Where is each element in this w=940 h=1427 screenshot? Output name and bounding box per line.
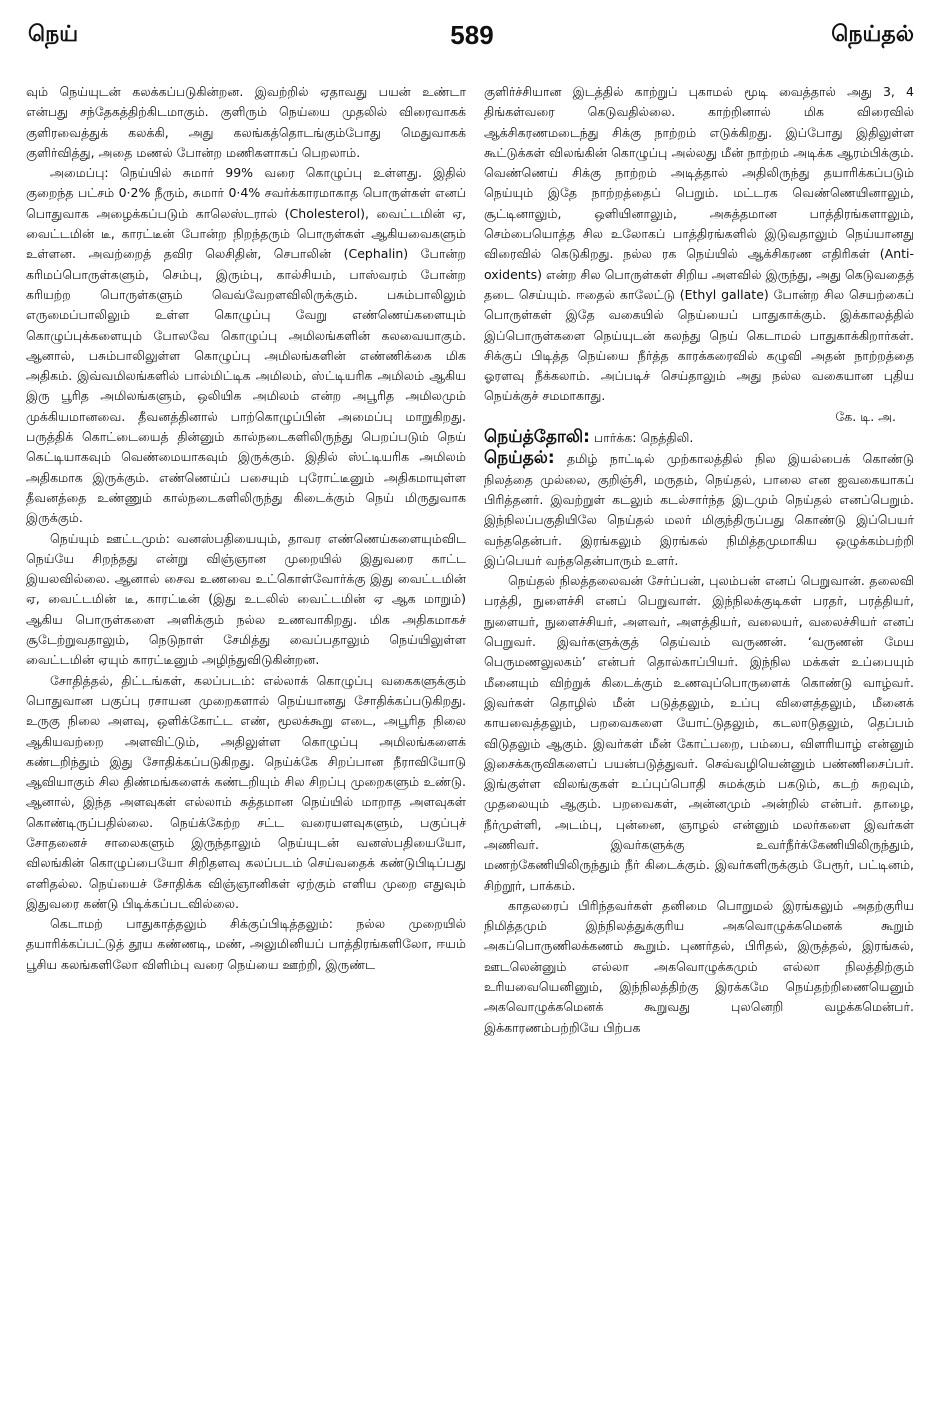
running-head-left: நெய் (28, 22, 79, 47)
paragraph-akam: காதலரைப் பிரிந்தவர்கள் தனிமை பொறுமல் இரங்கலும் அதற்குரிய நிமித்தமும் இந்நிலத்துக்குரிய அகவொழுக்கமெனக் கூறும் அகப்பொருணிலக்கணம் கூறும். புணர்தல், பிரிதல், இருத்தல், இரங்கல், ஊடலென்னும் எல்லா அகவொழுக்கமும் எல்லா நிலத்திற்கும் உரியவையெனினும், இந்நிலத்திற்கு இரக்கமே நெய்தற்றிணையெனும் அகவொழுக்கமெனக் கூறுவது புலனெறி வழக்கமென்பர். இக்காரணம்பற்றியே பிற்பக (484, 897, 914, 1035)
paragraph-people: நெய்தல் நிலத்தலைவன் சேர்ப்பன், புலம்பன் எனப் பெறுவான். தலைவி பரத்தி, நுளைச்சி எனப் பெறுவாள். இந்நிலக்குடிகள் பரதர், பரத்தியர், நுளையர், நுளைச்சியர், அளவர், அளத்தியர், வலையர், வலைச்சியர் எனப் பெறுவர். இவர்களுக்குத் தெய்வம் வருணன். ‘வருணன் மேய பெருமணலுலகம்’ என்பர் தொல்காப்பியர். இந்நில மக்கள் உப்பையும் மீனையும் விற்றுக் கிடைக்கும் உணவுப்பொருளைக் கொண்டு வாழ்வர். இவர்கள் தொழில் மீன் படுத்தலும், உப்பு விளைத்தலும், மீனைக் காயவைத்தலும், பறவைகளை யோட்டுதலும், கடலாடுதலும், தெப்பம் விடுதலும் ஆகும். இவர்கள் மீன் கோட்பறை, பம்பை, விளரியாழ் என்னும் இசைக்கருவிகளைப் பயன்படுத்துவர். செவ்வழியென்னும் பண்ணிசைப்பர். இங்குள்ள விலங்குகள் உப்புப்பொதி சுமக்கும் பகடும், கடற் சுறவும், முதலையும் ஆகும். பறவைகள், அன்னமும் அன்றில் என்பர். தாழை, நீர்முள்ளி, அடம்பு, புன்னை, ஞாழல் என்னும் மலர்களை இவர்கள் அணிவர். இவர்களுக்கு உவர்நீர்க்கேணியிலிருந்தும், மணற்கேணியிலிருந்தும் நீர் கிடைக்கும். இவர்களிருக்கும் பேரூர், பட்டினம், சிற்றூர், பாக்கம். (484, 573, 914, 893)
paragraph-continuation: வும் நெய்யுடன் கலக்கப்படுகின்றன. இவற்றில் ஏதாவது பயன் உண்டா என்பது சந்தேகத்திற்கிடமாகும். குளிரும் நெய்யை முதலில் விரைவாகக் குளிரவைத்துக் கலக்கி, அது கலங்கத்தொடங்கும்போது மெதுவாகக் குளிர்வித்து, அதை மணல் போன்ற மணிகளாகப் பெறலாம். (26, 84, 466, 160)
page-header (26, 14, 918, 62)
paragraph-nutrition: நெய்யும் ஊட்டமும்: வனஸ்பதியையும், தாவர எண்ணெய்களையும்விட நெய்யே சிறந்தது என்று விஞ்ஞான முறையில் இதுவரை காட்ட இயலவில்லை. ஆனால் சைவ உணவை உட்கொள்வோர்க்கு இது வைட்டமின் ஏ, வைட்டமின் டீ, காரட்டீன் (இது உடலில் வைட்டமின் ஏ ஆக மாறும்) ஆகிய பொருள்களை அளிக்கும் நல்ல உணவாகிறது. மிக அதிகமாகச் சூடேற்றுவதாலும், நெடுநாள் சேமித்து வைப்பதாலும் நெய்யிலுள்ள வைட்டமின் ஏயும் காரட்டீனும் அழிந்துவிடுகின்றன. (26, 530, 466, 668)
paragraph-testing: சோதித்தல், திட்டங்கள், கலப்படம்: எல்லாக் கொழுப்பு வகைகளுக்கும் பொதுவான பகுப்பு ரசாயன முறைகளால் நெய்யானது சோதிக்கப்படுகிறது. உருகு நிலை அளவு, ஒளிக்கோட்ட எண், மூலக்கூறு எடை, அபூரித நிலை ஆகியவற்றை அளவிட்டும், அதிலுள்ள கொழுப்பு அமிலங்களைக் கண்டறிந்தும் இது சோதிக்கப்படுகிறது. நெய்க்கே சிறப்பான நீராவியோடு ஆவியாகும் சில திண்மங்களைக் கண்டறியும் சில சிறப்பு முறைகளும் உண்டு. ஆனால், இந்த அளவுகள் எல்லாம் சுத்தமான நெய்யில் மாறாத அளவுகள் கொண்டிருப்பதில்லை. நெய்க்கேற்ற சட்ட வரையளவுகளும், பகுப்புச் சோதனைச் சாலைகளும் இருந்தாலும் நெய்யுடன் வனஸ்பதியையோ, விலங்கின் கொழுப்பையோ சிறிதளவு கலப்படம் செய்வதைக் கண்டுபிடிப்பது எளிதல்ல. நெய்யைச் சோதிக்க விஞ்ஞானிகள் ஏற்கும் எளிய முறை எதுவும் இதுவரை கண்டு பிடிக்கப்படவில்லை. (26, 672, 466, 911)
paragraph-rancidity: குளிர்ச்சியான இடத்தில் காற்றுப் புகாமல் மூடி வைத்தால் அது 3, 4 திங்கள்வரை கெடுவதில்லை. காற்றினால் மிக விரைவில் ஆக்சிகரணமடைந்து சிக்கு நாற்றம் எடுக்கிறது. இப்போது இதிலுள்ள கூட்டுக்கள் விலங்கின் கொழுப்பு அல்லது மீன் நாற்றம் அடிக்க ஆரம்பிக்கும். வெண்ணெய் சிக்கு நாற்றம் அடித்தால் அதிலிருந்து தயாரிக்கப்படும் நெய்யும் இதே நாற்றத்தைப் பெறும். மட்டரக வெண்ணெயினாலும், சூட்டினாலும், ஒளியினாலும், அசுத்தமான பாத்திரங்களாலும், செம்பையொத்த சில உலோகப் பாத்திரங்களில் இடுவதாலும் நெய்யானது விரைவில் கெடுகிறது. நல்ல ரக நெய்யில் ஆக்சிகரண எதிரிகள் (Anti-oxidents) என்ற சில பொருள்கள் சிறிய அளவில் இருந்து, அது கெடுவதைத் தடை செய்யும். ஈதைல் காலேட்டு (Ethyl gallate) போன்ற சில செயற்கைப் பொருள்கள் இதே வகையில் நெய்யைப் பாதுகாக்கும். இக்காலத்தில் இப்பொருள்களை நெய்யுடன் கலந்து நெய் கெடாமல் பாதுகாக்கிறார்கள். சிக்குப் பிடித்த நெய்யை நீர்த்த காரக்கரைவில் கழுவி அதன் நாற்றத்தை ஓரளவு நீக்கலாம். அப்படிச் செய்தாலும் அது நல்ல வகையான புதிய நெய்க்குச் சமமாகாது. (484, 84, 914, 404)
right-column (484, 82, 914, 1409)
entry-text: தமிழ் நாட்டில் முற்காலத்தில் நில இயல்பைக் கொண்டு நிலத்தை முல்லை, குறிஞ்சி, மருதம், நெய்தல், பாலை என ஐவகையாகப் பிரித்தனர். இவற்றுள் கடலும் கடல்சார்ந்த இடமும் நெய்தல் எனப்பெறும். இந்நிலப்பகுதியிலே நெய்தல் மலர் மிகுந்திருப்பது கொண்டு இப்பெயர் வந்ததென்பர். இரங்கலும் இரங்கல் நிமித்தமுமாகிய ஒழுக்கம்பற்றி இப்பெயர் வந்ததென்பாரும் உளர். (484, 451, 914, 568)
entry-term: நெய்தல்: (484, 448, 555, 469)
left-column (26, 82, 466, 1409)
author-signature: கே. டி. அ. (835, 408, 896, 424)
page-number: 589 (450, 20, 494, 50)
entry-term: நெய்த்தோலி: (484, 427, 590, 448)
entry-neythal (484, 448, 914, 571)
entry-cross-reference: பார்க்க: நெத்திலி. (593, 430, 694, 446)
entry-neythoil (484, 427, 914, 448)
paragraph-composition: அமைப்பு: நெய்யில் சுமார் 99% வரை கொழுப்பு உள்ளது. இதில் குறைந்த பட்சம் 0·2% நீரும், சுமார் 0·4% சவர்க்காரமாகாத பொருள்கள் எனப் பொதுவாக அழைக்கப்படும் காலெஸ்டரால் (Cholesterol), வைட்டமின் ஏ, வைட்டமின் டீ, காரட்டீன் போன்ற நிறந்தரும் பொருள்கள் ஆகியவைகளும் உள்ளன. அவற்றைத் தவிர லெசிதின், செபாலின் (Cephalin) போன்ற கரிமப்பொருள்களும், செம்பு, இரும்பு, கால்சியம், பாஸ்வரம் போன்ற கரியற்ற பொருள்களும் வெவ்வேறளவிலிருக்கும். பசும்பாலிலும் எருமைப்பாலிலும் உள்ள கொழுப்பு வேறு எண்ணெய்களையும் கொழுப்புக்களையும் போலவே கொழுப்பு அமிலங்களின் கலவையாகும். ஆனால், பசும்பாலிலுள்ள கொழுப்பு அமிலங்களின் எண்ணிக்கை மிக அதிகம். இவ்வமிலங்களில் பால்மிட்டிக அமிலம், ஸ்ட்டியரிக அமிலம் ஆகிய இரு பூரித அமிலங்களும், ஒலியிக அமிலம் என்ற அபூரித அமிலமும் முக்கியமானவை. தீவனத்தினால் பாற்கொழுப்பின் அமைப்பு மாறுகிறது. பருத்திக் கொட்டையைத் தின்னும் கால்நடைகளிலிருந்து பெறப்படும் நெய் கெட்டியாகவும் வெண்மையாகவும் இருக்கும். இதில் ஸ்ட்டியரிக அமிலம் அதிகமாக இருக்கும். எண்ணெய்ப் பசையும் புரோட்டீனும் அதிகமாயுள்ள தீவனத்தை உண்ணும் கால்நடைகளிலிருந்து கிடைக்கும் நெய் மிருதுவாக இருக்கும். (26, 165, 466, 526)
paragraph-preservation: கெடாமற் பாதுகாத்தலும் சிக்குப்பிடித்தலும்: நல்ல முறையில் தயாரிக்கப்பட்டுத் தூய கண்ணடி, மண், அலுமினியப் பாத்திரங்களிலோ, ஈயம் பூசிய கலங்களிலோ விளிம்பு வரை நெய்யை ஊற்றி, இருண்ட (26, 916, 466, 972)
running-head-right: நெய்தல் (831, 22, 914, 47)
